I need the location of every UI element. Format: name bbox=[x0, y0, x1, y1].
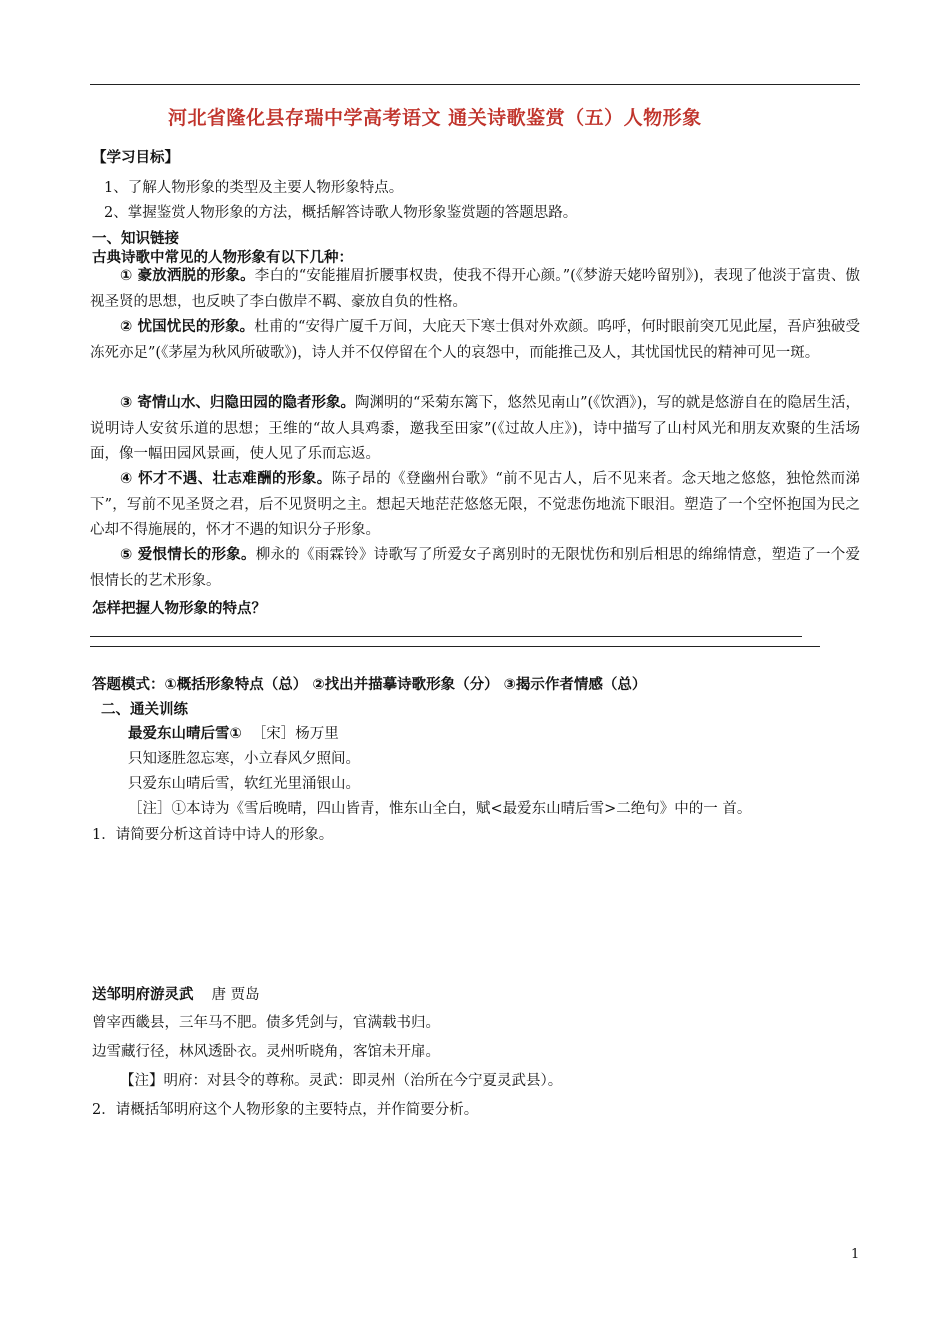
poem1-question: 1．请简要分析这首诗中诗人的形象。 bbox=[92, 827, 334, 843]
type-text: 李白的“安能摧眉折腰事权贵，使我不得开心颜。”(《梦游天姥吟留别》)，表现了他淡于富贵、傲视圣贤的思想，也反映了李白傲岸不羁、豪放自负的性格。 bbox=[90, 268, 860, 310]
poem1-author: ［宋］杨万里 bbox=[251, 726, 339, 742]
knowledge-question: 怎样把握人物形象的特点？ bbox=[92, 601, 266, 617]
poem1-title: 最爱东山晴后雪① bbox=[128, 726, 242, 742]
poem1-note: ［注］①本诗为《雪后晚晴，四山皆青，惟东山全白，赋<最爱东山晴后雪>二绝句》中的一 首。 bbox=[128, 801, 752, 817]
answer-model: 答题模式：①概括形象特点（总） ②找出并描摹诗歌形象（分） ③揭示作者情感（总） bbox=[92, 677, 647, 693]
type-text: 柳永的《雨霖铃》诗歌写了所爱女子离别时的无限忧伤和别后相思的绵绵情意，塑造了一个爱恨情长的艺术形象。 bbox=[90, 547, 860, 589]
type-lead: ③ 寄情山水、归隐田园的隐者形象。 bbox=[120, 395, 355, 411]
type-paragraph-4 bbox=[90, 467, 860, 544]
page-number: 1 bbox=[851, 1247, 860, 1262]
poem2-line: 曾宰西畿县，三年马不肥。债多凭剑与，官满载书归。 bbox=[92, 1015, 440, 1031]
type-paragraph-1 bbox=[90, 264, 860, 315]
type-paragraph-3 bbox=[90, 391, 860, 468]
poem2-header bbox=[92, 983, 260, 1004]
type-lead: ① 豪放洒脱的形象。 bbox=[120, 268, 255, 284]
type-lead: ② 忧国忧民的形象。 bbox=[120, 319, 255, 335]
objective-item: 1、了解人物形象的类型及主要人物形象特点。 bbox=[104, 180, 404, 196]
poem1-line: 只知逐胜忽忘寒，小立春风夕照间。 bbox=[128, 751, 360, 767]
type-text: 杜甫的“安得广厦千万间，大庇天下寒士俱对外欢颜。呜呼，何时眼前突兀见此屋，吾庐独破受冻死亦足”(《茅屋为秋风所破歌》)，诗人并不仅停留在个人的哀怨中，而能推己及人，其忧国忧民的精神可见一斑。 bbox=[90, 319, 860, 361]
answer-line bbox=[90, 636, 802, 637]
objectives-heading: 【学习目标】 bbox=[92, 150, 179, 166]
type-paragraph-5 bbox=[90, 543, 860, 594]
type-paragraph-2 bbox=[90, 315, 860, 366]
poem2-title: 送邹明府游灵武 bbox=[92, 987, 194, 1003]
type-text: 陈子昂的《登幽州台歌》“前不见古人，后不见来者。念天地之悠悠，独怆然而涕下”，写前不见圣贤之君，后不见贤明之主。想起天地茫茫悠悠无限，不觉悲伤地流下眼泪。塑造了一个空怀抱国为民之心却不得施展的，怀才不遇的知识分子形象。 bbox=[90, 471, 860, 538]
poem2-author: 唐 贾岛 bbox=[211, 987, 260, 1003]
type-lead: ⑤ 爱恨情长的形象。 bbox=[120, 547, 256, 563]
poem2-question: 2．请概括邹明府这个人物形象的主要特点，并作简要分析。 bbox=[92, 1102, 479, 1118]
type-lead: ④ 怀才不遇、壮志难酬的形象。 bbox=[120, 471, 332, 487]
page-title: 河北省隆化县存瑞中学高考语文 通关诗歌鉴赏（五）人物形象 bbox=[168, 107, 702, 129]
poem2-line: 边雪藏行径，林风透卧衣。灵州听晓角，客馆未开扉。 bbox=[92, 1044, 440, 1060]
header-rule bbox=[90, 84, 860, 85]
knowledge-intro: 古典诗歌中常见的人物形象有以下几种： bbox=[92, 250, 353, 266]
poem2-note: 【注】明府：对县令的尊称。灵武：即灵州（治所在今宁夏灵武县）。 bbox=[120, 1073, 563, 1089]
poem1-line: 只爱东山晴后雪，软红光里涌银山。 bbox=[128, 776, 360, 792]
poem1-header bbox=[128, 722, 339, 743]
answer-line bbox=[90, 646, 820, 647]
knowledge-heading: 一、知识链接 bbox=[92, 231, 179, 247]
objective-item: 2、掌握鉴赏人物形象的方法，概括解答诗歌人物形象鉴赏题的答题思路。 bbox=[104, 205, 578, 221]
type-text: 陶渊明的“采菊东篱下，悠然见南山”(《饮酒》)，写的就是悠游自在的隐居生活，说明诗人安贫乐道的思想；王维的“故人具鸡黍，邀我至田家”(《过故人庄》)，诗中描写了山村风光和朋友欢聚的生活场面，像一幅田园风景画，使人见了乐而忘返。 bbox=[90, 395, 860, 462]
training-heading: 二、通关训练 bbox=[101, 702, 188, 718]
